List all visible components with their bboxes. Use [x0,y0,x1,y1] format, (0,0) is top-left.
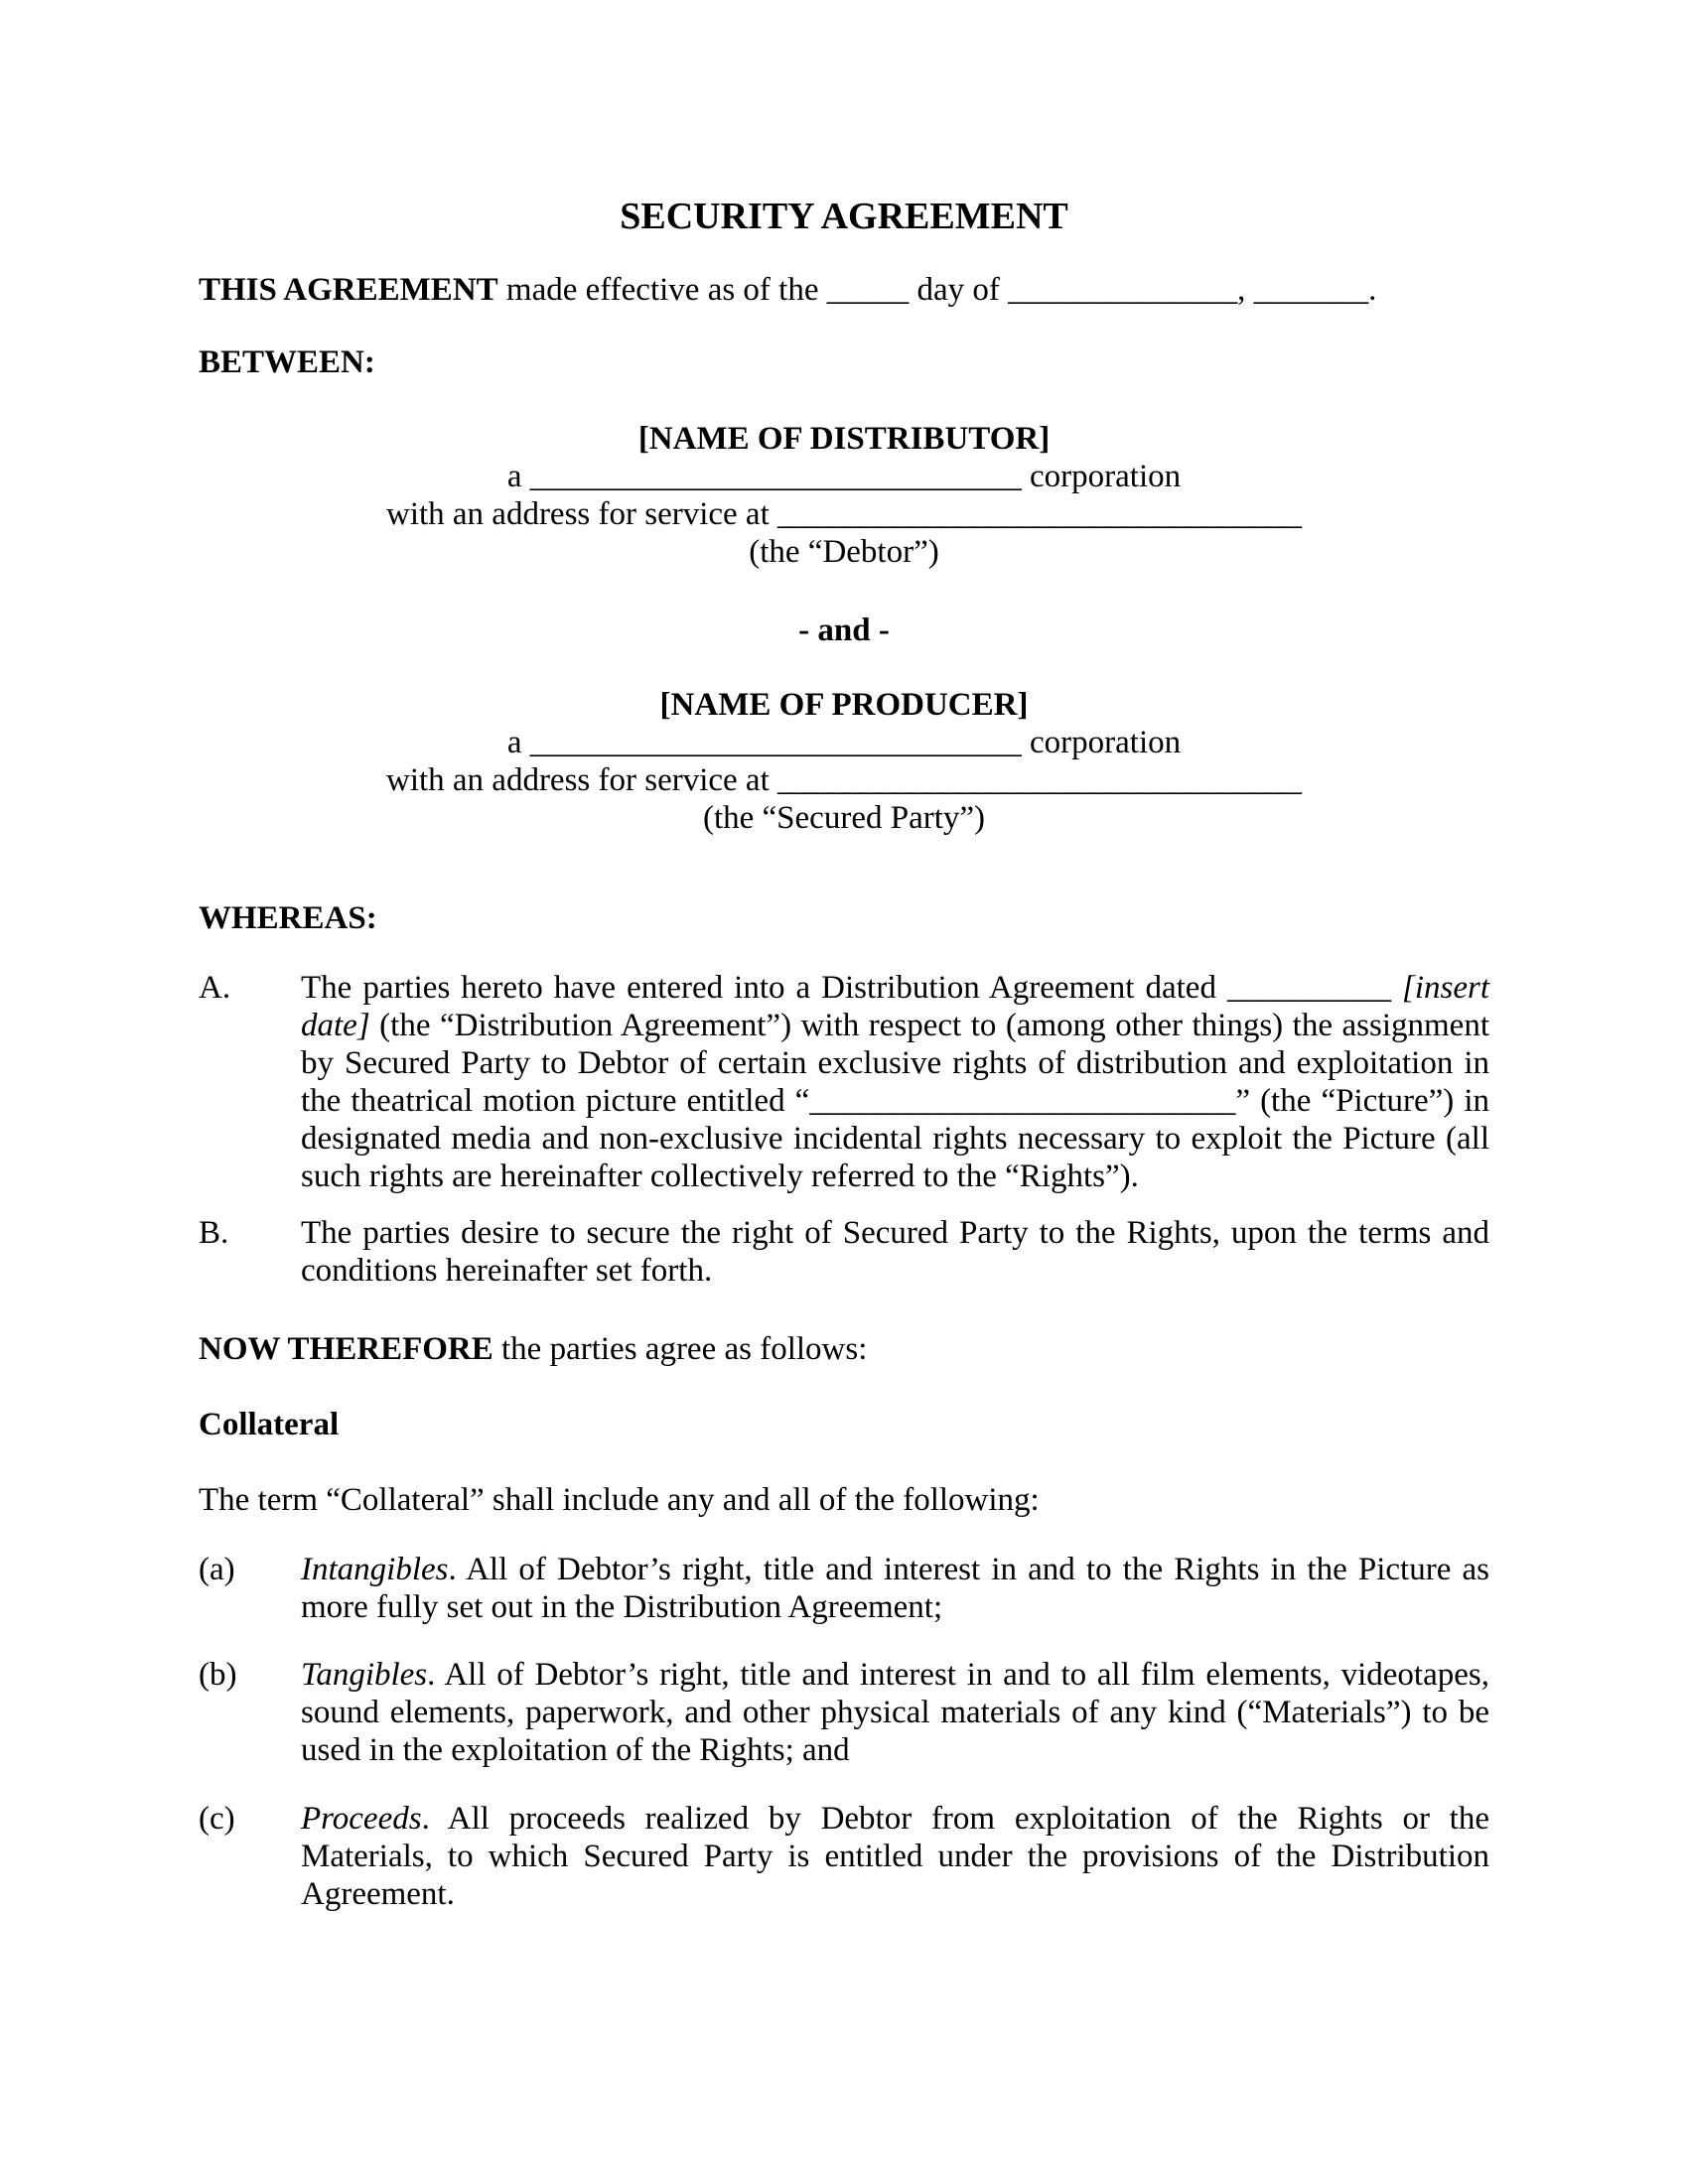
recital-b-label: B. [199,1215,229,1251]
intro-rest: made effective as of the _____ day of ______________, _______. [497,272,1377,308]
now-therefore-lead-bold: NOW THEREFORE [199,1331,493,1367]
collateral-item-b-text [301,1656,1489,1769]
producer-address-line: with an address for service at ________________________________ [385,762,1303,798]
collateral-item-c-label: (c) [199,1801,235,1837]
recital-a-insert-date-note: [insert date] [301,970,1489,1043]
collateral-item-c-term: Proceeds [301,1801,422,1837]
collateral-item-c-body: . All proceeds realized by Debtor from exploitation of the Rights or the Materials, to which Secured Party is entitled under the provisions of the Distribution Agreement. [301,1801,1489,1912]
intro-lead-bold: THIS AGREEMENT [199,272,498,308]
recital-a-label: A. [199,970,231,1006]
producer-block [199,686,1489,837]
distributor-corporation-line: a ______________________________ corporation [506,459,1182,494]
collateral-intro: The term “Collateral” shall include any and all of the following: [199,1482,1040,1518]
between-label: BETWEEN: [199,344,375,380]
distributor-name: [NAME OF DISTRIBUTOR] [637,421,1051,457]
collateral-heading: Collateral [199,1407,340,1442]
whereas-label: WHEREAS: [199,900,377,936]
producer-alias: (the “Secured Party”) [702,800,986,836]
producer-corporation-line: a ______________________________ corporation [506,725,1182,760]
distributor-alias: (the “Debtor”) [749,534,939,570]
document-title: SECURITY AGREEMENT [620,196,1068,237]
and-separator: - and - [798,613,890,648]
collateral-item-a [199,1551,1489,1626]
collateral-item-c-text [301,1800,1489,1913]
recital-a-text [301,969,1489,1195]
collateral-item-a-term: Intangibles [301,1552,449,1587]
collateral-item-b [199,1656,1489,1769]
recital-a-segment-1: The parties hereto have entered into a Distribution Agreement dated __________ [301,970,1402,1006]
distributor-block [199,420,1489,571]
collateral-item-a-label: (a) [199,1552,235,1587]
now-therefore-paragraph [199,1330,1489,1368]
recital-a-segment-2: (the “Distribution Agreement”) with respect to (among other things) the assignment by Secured Party to Debtor of certain exclusive rights of distribution and exploitation in the theatrical motion picture entitled “__________________________” (the “Picture”) in designated media and non-exclusive incidental rights necessary to exploit the Picture (all such rights are hereinafter collectively referred to the “Rights”). [301,1008,1489,1194]
recital-b [199,1214,1489,1290]
recital-a [199,969,1489,1195]
collateral-item-b-body: . All of Debtor’s right, title and interest in and to all film elements, videotapes, sound elements, paperwork, and other physical materials of any kind (“Materials”) to be used in the exploitation of the Rights; and [301,1657,1489,1768]
collateral-item-a-body: . All of Debtor’s right, title and interest in and to the Rights in the Picture as more fully set out in the Distribution Agreement; [301,1552,1489,1625]
producer-name: [NAME OF PRODUCER] [659,687,1029,723]
collateral-item-c [199,1800,1489,1913]
collateral-item-b-label: (b) [199,1657,237,1693]
collateral-item-b-term: Tangibles [301,1657,428,1693]
now-therefore-rest: the parties agree as follows: [492,1331,868,1367]
distributor-address-line: with an address for service at ________________________________ [385,496,1303,532]
recital-b-text: The parties desire to secure the right of Secured Party to the Rights, upon the terms and conditions hereinafter set forth. [301,1215,1489,1289]
collateral-item-a-text [301,1551,1489,1626]
intro-paragraph [199,271,1489,309]
